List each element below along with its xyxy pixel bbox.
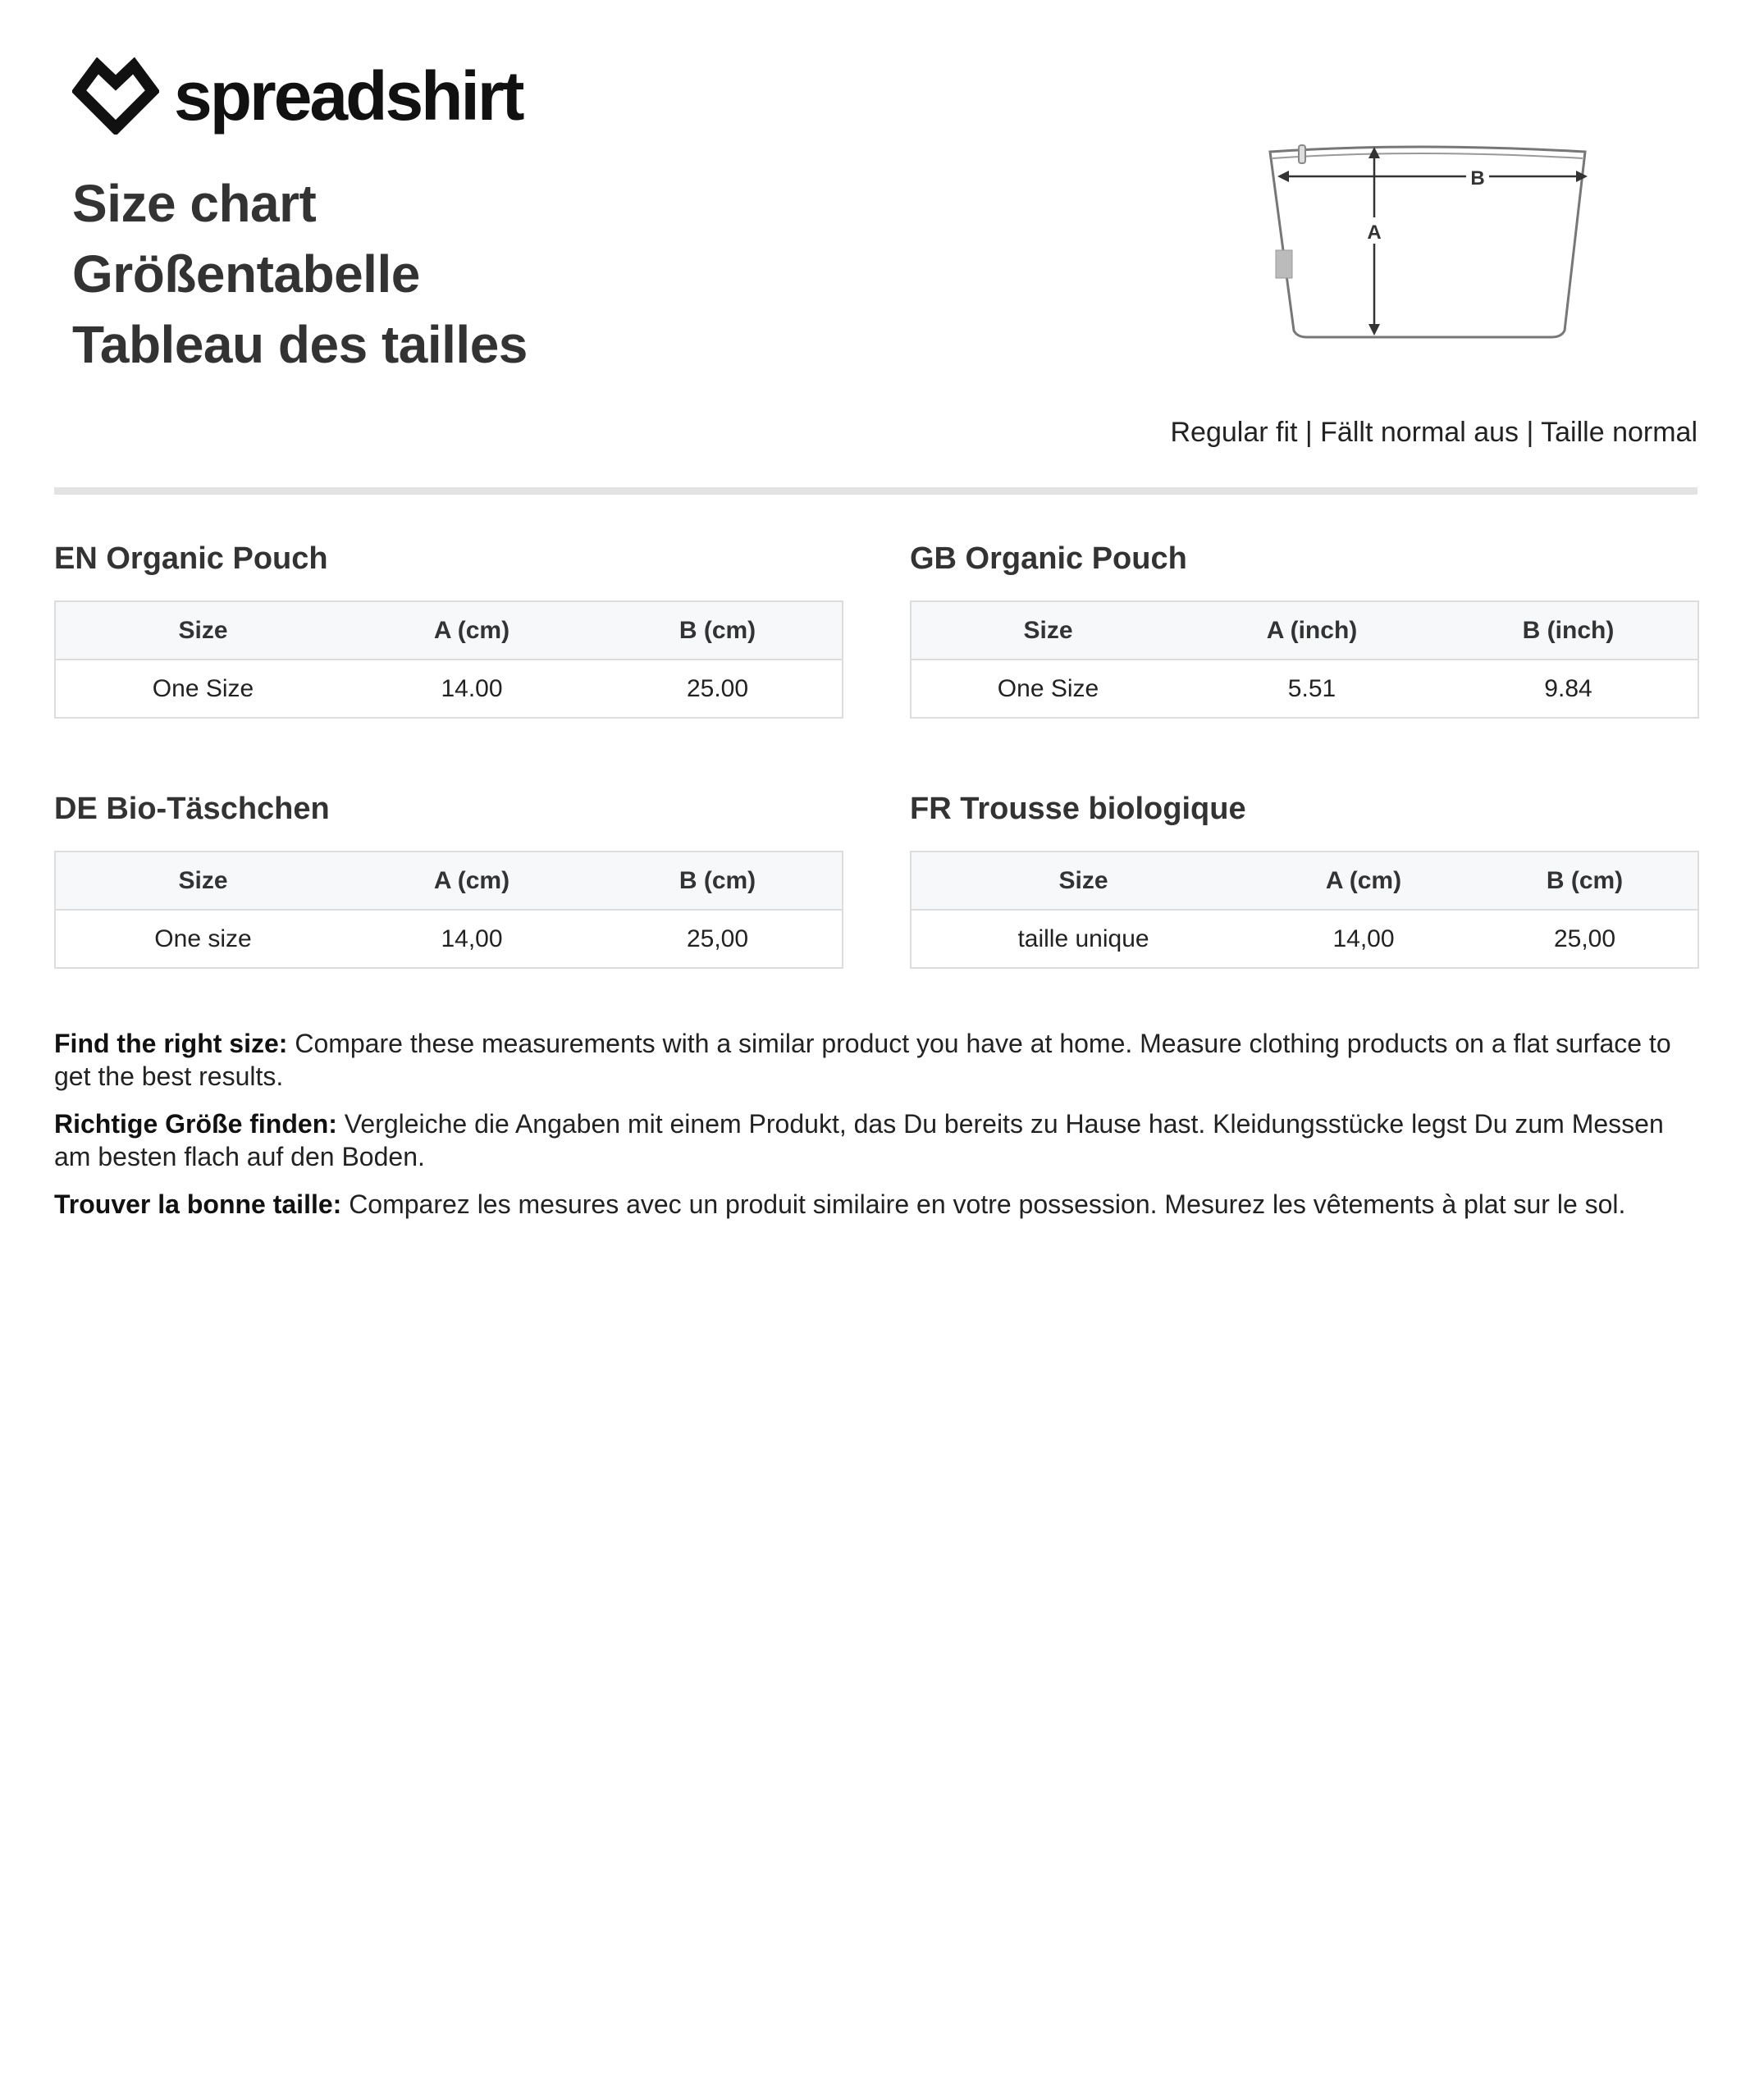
note-label: Richtige Größe finden:: [54, 1109, 337, 1139]
cell-a: 14,00: [350, 910, 593, 968]
label-b: B: [1470, 167, 1485, 189]
brand-name: spreadshirt: [174, 57, 523, 135]
table-row: [911, 910, 1698, 968]
header-a: A (cm): [1255, 851, 1472, 910]
cell-size: One size: [55, 910, 350, 968]
pouch-measurement-diagram: [1251, 135, 1596, 349]
page-titles: [72, 168, 528, 380]
note-text: Compare these measurements with a similar product you have at home. Measure clothing products on a flat surface to get the best results.: [54, 1029, 1671, 1091]
cell-b: 9.84: [1439, 660, 1698, 718]
table-title: FR Trousse biologique: [910, 792, 1246, 826]
note-text: Comparez les mesures avec un produit similaire en votre possession. Mesurez les vêtements à plat sur le sol.: [341, 1189, 1626, 1219]
table-header-row: [55, 851, 843, 910]
size-table-de: [54, 787, 842, 952]
size-table-en: [54, 536, 842, 702]
note-en: [54, 1027, 1697, 1093]
title-en: Size chart: [72, 174, 317, 233]
cell-size: One Size: [55, 660, 350, 718]
header-size: Size: [55, 601, 350, 660]
header-a: A (cm): [350, 601, 593, 660]
cell-a: 14.00: [350, 660, 593, 718]
table-header-row: [55, 601, 843, 660]
table-row: [55, 910, 843, 968]
header-size: Size: [911, 851, 1255, 910]
fit-description: Regular fit | Fällt normal aus | Taille normal: [1170, 417, 1697, 448]
spreadshirt-logo: [72, 57, 523, 135]
table-row: [911, 660, 1698, 718]
header-size: Size: [55, 851, 350, 910]
heart-logo-icon: [72, 57, 159, 135]
size-table-fr: [910, 787, 1697, 952]
size-table-gb: [910, 536, 1697, 702]
size-table: [54, 851, 843, 969]
header-divider: [54, 487, 1697, 495]
pouch-side-tag: [1276, 250, 1292, 278]
table-header-row: [911, 851, 1698, 910]
note-fr: [54, 1188, 1697, 1221]
zipper-pull-icon: [1299, 145, 1305, 163]
header-size: Size: [911, 601, 1185, 660]
cell-b: 25.00: [593, 660, 843, 718]
header-b: B (cm): [593, 601, 843, 660]
label-a: A: [1367, 221, 1382, 244]
sizing-notes: [54, 1027, 1697, 1235]
table-row: [55, 660, 843, 718]
note-label: Trouver la bonne taille:: [54, 1189, 342, 1219]
header-b: B (cm): [1472, 851, 1698, 910]
cell-a: 5.51: [1185, 660, 1439, 718]
size-table: [54, 600, 843, 719]
size-table: [910, 851, 1699, 969]
note-label: Find the right size:: [54, 1029, 288, 1058]
table-title: EN Organic Pouch: [54, 541, 328, 576]
table-header-row: [911, 601, 1698, 660]
header-b: B (cm): [593, 851, 843, 910]
note-text: Vergleiche die Angaben mit einem Produkt, das Du bereits zu Hause hast. Kleidungsstücke legst Du zum Messen am besten flach auf den Boden.: [54, 1109, 1664, 1171]
table-title: DE Bio-Täschchen: [54, 792, 330, 826]
header-a: A (inch): [1185, 601, 1439, 660]
header-b: B (inch): [1439, 601, 1698, 660]
cell-size: taille unique: [911, 910, 1255, 968]
cell-a: 14,00: [1255, 910, 1472, 968]
title-de: Größentabelle: [72, 244, 420, 304]
cell-b: 25,00: [1472, 910, 1698, 968]
cell-b: 25,00: [593, 910, 843, 968]
table-title: GB Organic Pouch: [910, 541, 1187, 576]
size-table: [910, 600, 1699, 719]
note-de: [54, 1107, 1697, 1173]
cell-size: One Size: [911, 660, 1185, 718]
title-fr: Tableau des tailles: [72, 315, 528, 374]
header-a: A (cm): [350, 851, 593, 910]
